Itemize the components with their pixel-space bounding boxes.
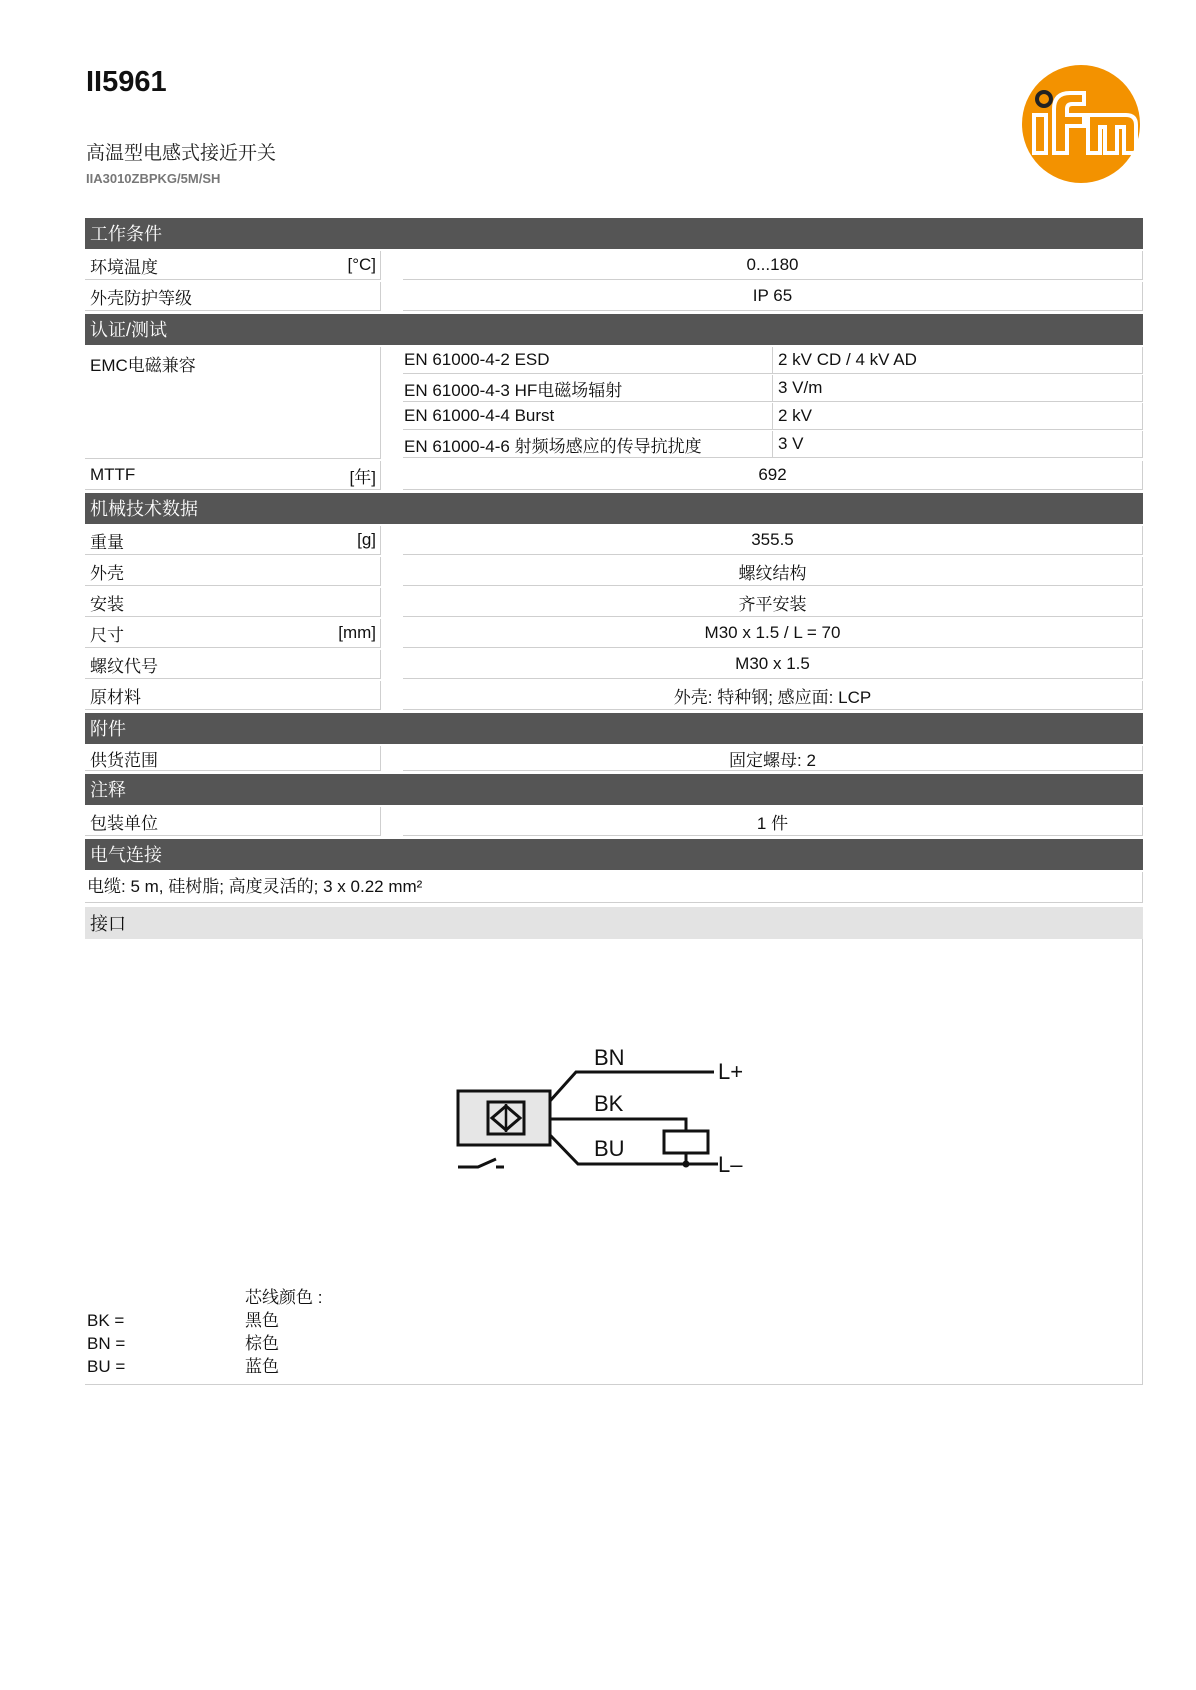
row-ambient-temperature <box>85 251 1143 280</box>
row-weight <box>85 526 1143 555</box>
weight-unit: [g] <box>357 530 376 549</box>
emc-row <box>403 403 1143 430</box>
product-subtitle: 高温型电感式接近开关 <box>86 143 277 164</box>
thread-label: 螺纹代号 <box>90 656 158 676</box>
legend-code: BK = <box>87 1311 125 1330</box>
emc-value: 2 kV <box>778 406 813 425</box>
emc-value: 2 kV CD / 4 kV AD <box>778 350 917 369</box>
protection-label: 外壳防护等级 <box>90 288 192 308</box>
row-packaging <box>85 807 1143 836</box>
cable-spec: 电缆: 5 m, 硅树脂; 高度灵活的; 3 x 0.22 mm² <box>85 872 1143 903</box>
section-electrical: 电气连接 <box>85 839 1143 870</box>
product-title: II5961 <box>86 66 167 98</box>
emc-label: EMC电磁兼容 <box>90 356 196 375</box>
mounting-label: 安装 <box>90 594 124 614</box>
label-bn: BN <box>594 1045 625 1070</box>
label-cell <box>85 650 381 679</box>
mounting-value: 齐平安装 <box>403 588 1143 617</box>
row-housing <box>85 557 1143 586</box>
row-thread <box>85 650 1143 679</box>
wiring-diagram <box>456 1039 776 1199</box>
emc-standard: EN 61000-4-4 Burst <box>403 403 773 429</box>
row-material <box>85 681 1143 710</box>
housing-label: 外壳 <box>90 563 124 583</box>
emc-standard: EN 61000-4-2 ESD <box>403 347 773 373</box>
emc-standard: EN 61000-4-6 射频场感应的传导抗扰度 <box>403 431 773 457</box>
label-cell <box>85 746 381 771</box>
mttf-unit: [年] <box>349 467 376 487</box>
label-cell <box>85 347 381 459</box>
protection-value: IP 65 <box>403 282 1143 311</box>
legend-code: BN = <box>87 1334 126 1353</box>
thread-value: M30 x 1.5 <box>403 650 1143 679</box>
product-code: IIA3010ZBPKG/5M/SH <box>86 171 221 186</box>
ambient-temperature-label: 环境温度 <box>90 257 158 277</box>
weight-label: 重量 <box>90 532 124 552</box>
junction-dot <box>683 1161 690 1168</box>
dimensions-label: 尺寸 <box>90 625 124 645</box>
interface-heading: 接口 <box>85 907 1143 939</box>
mttf-label: MTTF <box>90 465 136 484</box>
ambient-temperature-unit: [°C] <box>347 255 376 274</box>
section-operating: 工作条件 <box>85 218 1143 249</box>
section-mechanical: 机械技术数据 <box>85 493 1143 524</box>
label-bk: BK <box>594 1091 624 1116</box>
sensor-body <box>458 1091 550 1145</box>
emc-value: 3 V/m <box>778 378 823 397</box>
label-cell <box>85 282 381 311</box>
housing-value: 螺纹结构 <box>403 557 1143 586</box>
emc-table <box>403 347 1143 459</box>
wire-bn <box>550 1072 714 1101</box>
scope-value: 固定螺母: 2 <box>403 746 1143 771</box>
emc-standard: EN 61000-4-3 HF电磁场辐射 <box>403 375 773 401</box>
section-accessories: 附件 <box>85 713 1143 744</box>
label-cell <box>85 619 381 648</box>
switch-symbol <box>458 1159 496 1167</box>
legend-color: 蓝色 <box>245 1357 279 1376</box>
mttf-value: 692 <box>403 461 1143 490</box>
load-symbol <box>664 1131 708 1153</box>
row-protection <box>85 282 1143 311</box>
label-cell <box>85 461 381 490</box>
ifm-logo-icon <box>1022 65 1140 183</box>
emc-row <box>403 375 1143 402</box>
legend-code: BU = <box>87 1357 126 1376</box>
ambient-temperature-value: 0...180 <box>403 251 1143 280</box>
row-emc <box>85 347 1143 459</box>
datasheet <box>85 218 1143 1385</box>
dimensions-unit: [mm] <box>338 623 376 642</box>
label-cell <box>85 681 381 710</box>
label-cell <box>85 557 381 586</box>
emc-value: 3 V <box>778 434 804 453</box>
label-bu: BU <box>594 1136 625 1161</box>
label-cell <box>85 526 381 555</box>
material-value: 外壳: 特种钢; 感应面: LCP <box>403 681 1143 710</box>
pack-value: 1 件 <box>403 807 1143 836</box>
weight-value: 355.5 <box>403 526 1143 555</box>
interface-panel <box>85 939 1143 1385</box>
label-l-plus: L+ <box>718 1059 744 1084</box>
label-cell <box>85 588 381 617</box>
legend-color: 黑色 <box>245 1311 279 1330</box>
material-label: 原材料 <box>90 687 141 707</box>
legend-color: 棕色 <box>245 1334 279 1353</box>
label-cell <box>85 807 381 836</box>
emc-row <box>403 431 1143 458</box>
dimensions-value: M30 x 1.5 / L = 70 <box>403 619 1143 648</box>
row-mttf <box>85 461 1143 490</box>
row-mounting <box>85 588 1143 617</box>
label-cell <box>85 251 381 280</box>
section-remarks: 注释 <box>85 774 1143 805</box>
label-l-minus: L– <box>718 1152 743 1177</box>
pack-label: 包装单位 <box>90 813 158 833</box>
section-approvals: 认证/测试 <box>85 314 1143 345</box>
row-dimensions <box>85 619 1143 648</box>
scope-label: 供货范围 <box>90 750 158 770</box>
legend-header: 芯线颜色 : <box>245 1288 323 1307</box>
emc-row <box>403 347 1143 374</box>
row-scope-of-supply <box>85 746 1143 771</box>
wire-bk <box>550 1119 686 1131</box>
